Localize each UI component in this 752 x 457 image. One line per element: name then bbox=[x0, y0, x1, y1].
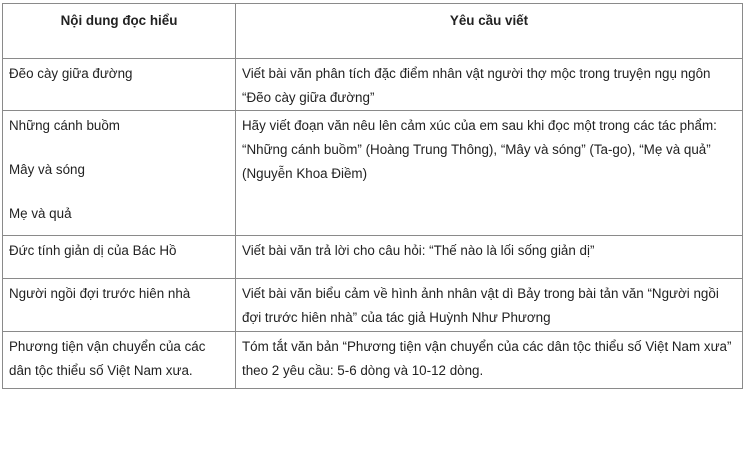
reading-title: Những cánh buồm bbox=[9, 118, 120, 133]
table-row bbox=[3, 279, 743, 332]
reading-title: Mây và sóng bbox=[9, 162, 85, 177]
reading-title: Đẽo cày giữa đường bbox=[9, 66, 133, 81]
reading-content-cell bbox=[3, 236, 236, 279]
writing-requirement-cell: Hãy viết đoạn văn nêu lên cảm xúc của em sau khi đọc một trong các tác phẩm: “Những cánh buồm” (Hoàng Trung Thông), “Mây và sóng” (Ta-go), “Mẹ và quả” (Nguyễn Khoa Điềm) bbox=[236, 111, 743, 236]
table-row bbox=[3, 59, 743, 111]
writing-requirement-cell: Viết bài văn phân tích đặc điểm nhân vật người thợ mộc trong truyện ngụ ngôn “Đẽo cày giữa đường” bbox=[236, 59, 743, 111]
reading-content-cell bbox=[3, 279, 236, 332]
reading-content-cell bbox=[3, 59, 236, 111]
reading-writing-table bbox=[2, 3, 743, 389]
reading-title: Mẹ và quả bbox=[9, 206, 72, 221]
header-writing-requirement: Yêu cầu viết bbox=[236, 4, 743, 59]
table-row bbox=[3, 236, 743, 279]
writing-requirement-cell: Tóm tắt văn bản “Phương tiện vận chuyển của các dân tộc thiểu số Việt Nam xưa” theo 2 yêu cầu: 5-6 dòng và 10-12 dòng. bbox=[236, 332, 743, 389]
reading-content-cell bbox=[3, 332, 236, 389]
table-row bbox=[3, 332, 743, 389]
reading-content-cell bbox=[3, 111, 236, 236]
table-header-row bbox=[3, 4, 743, 59]
writing-requirement-cell: Viết bài văn biểu cảm về hình ảnh nhân vật dì Bảy trong bài tản văn “Người ngồi đợi trước hiên nhà” của tác giả Huỳnh Như Phương bbox=[236, 279, 743, 332]
reading-title: Đức tính giản dị của Bác Hồ bbox=[9, 243, 177, 258]
reading-title: Phương tiện vận chuyển của các dân tộc thiểu số Việt Nam xưa. bbox=[9, 339, 206, 378]
header-reading-content: Nội dung đọc hiểu bbox=[3, 4, 236, 59]
writing-requirement-cell: Viết bài văn trả lời cho câu hỏi: “Thế nào là lối sống giản dị” bbox=[236, 236, 743, 279]
table-row bbox=[3, 111, 743, 236]
reading-title: Người ngồi đợi trước hiên nhà bbox=[9, 286, 191, 301]
